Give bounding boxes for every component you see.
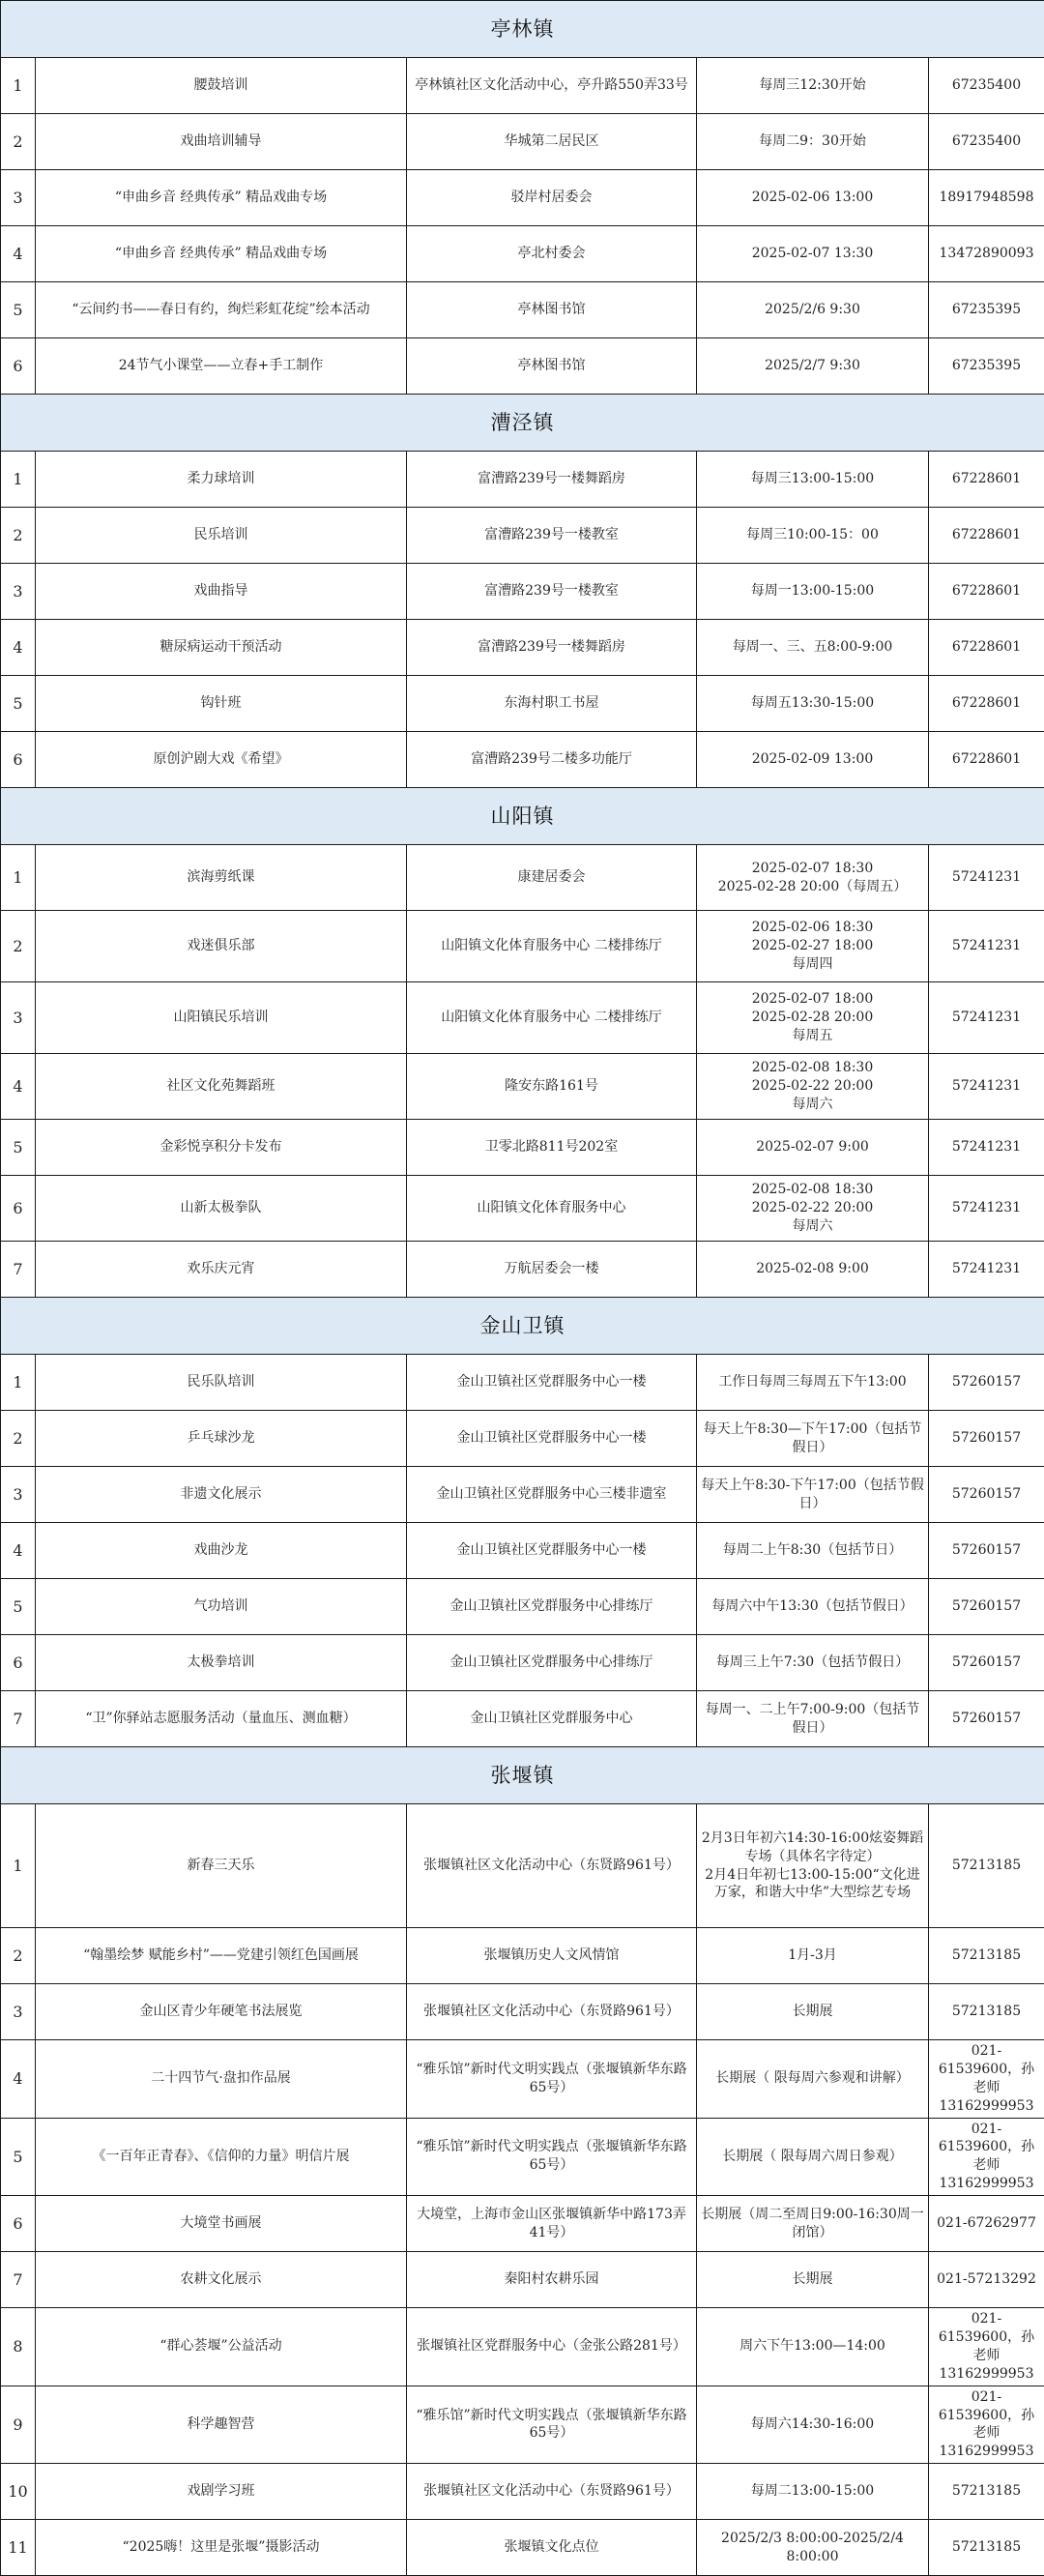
table-row: [1, 2252, 1044, 2308]
contact-phone: 18917948598: [929, 170, 1044, 226]
activity-venue: 康建居委会: [407, 845, 697, 911]
table-row: [1, 1467, 1044, 1523]
activity-title: 山新太极拳队: [36, 1176, 407, 1242]
table-row: [1, 1411, 1044, 1467]
activity-venue: 秦阳村农耕乐园: [407, 2252, 697, 2308]
row-number: 1: [1, 845, 36, 911]
table-row: [1, 226, 1044, 282]
row-number: 7: [1, 2252, 36, 2308]
activity-venue: 富漕路239号一楼教室: [407, 508, 697, 564]
activity-venue: 金山卫镇社区党群服务中心一楼: [407, 1411, 697, 1467]
table-row: [1, 2386, 1044, 2464]
table-row: [1, 1054, 1044, 1120]
activity-title: 原创沪剧大戏《希望》: [36, 732, 407, 788]
activity-time: 每天上午8:30-下午17:00（包括节假日）: [697, 1467, 929, 1523]
activity-title: “2025嗨！这里是张堰”摄影活动: [36, 2520, 407, 2576]
activity-title: 24节气小课堂——立春+手工制作: [36, 338, 407, 395]
row-number: 4: [1, 226, 36, 282]
table-row: [1, 508, 1044, 564]
table-row: [1, 1120, 1044, 1176]
section-header-row: [1, 788, 1044, 845]
activity-venue: 山阳镇文化体育服务中心 二楼排练厅: [407, 982, 697, 1054]
row-number: 2: [1, 1411, 36, 1467]
activity-venue: 金山卫镇社区党群服务中心排练厅: [407, 1635, 697, 1691]
activity-title: 农耕文化展示: [36, 2252, 407, 2308]
contact-phone: 57260157: [929, 1411, 1044, 1467]
activity-title: 钩针班: [36, 676, 407, 732]
activity-venue: 亭林图书馆: [407, 338, 697, 395]
table-row: [1, 1579, 1044, 1635]
activity-time: 长期展（ 限每周六周日参观）: [697, 2118, 929, 2196]
row-number: 1: [1, 1355, 36, 1411]
row-number: 3: [1, 564, 36, 620]
activity-venue: 大境堂，上海市金山区张堰镇新华中路173弄41号）: [407, 2196, 697, 2252]
table-row: [1, 114, 1044, 170]
contact-phone: 57260157: [929, 1579, 1044, 1635]
activity-time: 每周一13:00-15:00: [697, 564, 929, 620]
contact-phone: 57241231: [929, 911, 1044, 982]
row-number: 6: [1, 338, 36, 395]
activity-time: 2025-02-07 18:30 2025-02-28 20:00（每周五）: [697, 845, 929, 911]
contact-phone: 57260157: [929, 1523, 1044, 1579]
contact-phone: 57213185: [929, 2520, 1044, 2576]
activity-venue: 华城第二居民区: [407, 114, 697, 170]
section-town-name: 山阳镇: [1, 788, 1044, 845]
row-number: 3: [1, 982, 36, 1054]
table-row: [1, 1242, 1044, 1298]
row-number: 1: [1, 58, 36, 114]
row-number: 8: [1, 2308, 36, 2386]
row-number: 7: [1, 1691, 36, 1747]
contact-phone: 67228601: [929, 676, 1044, 732]
activity-title: 欢乐庆元宵: [36, 1242, 407, 1298]
activity-venue: 张堰镇社区文化活动中心（东贤路961号）: [407, 1984, 697, 2040]
row-number: 4: [1, 2040, 36, 2119]
contact-phone: 57241231: [929, 982, 1044, 1054]
activity-venue: 隆安东路161号: [407, 1054, 697, 1120]
contact-phone: 021-61539600，孙老师 13162999953: [929, 2040, 1044, 2119]
activity-venue: 驳岸村居委会: [407, 170, 697, 226]
table-row: [1, 1176, 1044, 1242]
section-town-name: 亭林镇: [1, 1, 1044, 58]
contact-phone: 67228601: [929, 732, 1044, 788]
row-number: 5: [1, 1579, 36, 1635]
activity-time: 2025-02-07 13:30: [697, 226, 929, 282]
row-number: 4: [1, 1523, 36, 1579]
contact-phone: 57241231: [929, 1120, 1044, 1176]
activity-time: 2月3日年初六14:30-16:00炫姿舞蹈专场（具体名字待定） 2月4日年初七13:00-15:00“文化进万家，和谐大中华”大型综艺专场: [697, 1804, 929, 1928]
row-number: 2: [1, 114, 36, 170]
activity-venue: 张堰镇社区文化活动中心（东贤路961号）: [407, 2464, 697, 2520]
activity-time: 每周三12:30开始: [697, 58, 929, 114]
activity-venue: 富漕路239号二楼多功能厅: [407, 732, 697, 788]
activity-title: 大境堂书画展: [36, 2196, 407, 2252]
activity-title: “翰墨绘梦 赋能乡村”——党建引领红色国画展: [36, 1928, 407, 1984]
table-row: [1, 58, 1044, 114]
table-row: [1, 2196, 1044, 2252]
section-header-row: [1, 1, 1044, 58]
contact-phone: 57260157: [929, 1355, 1044, 1411]
activity-venue: 张堰镇文化点位: [407, 2520, 697, 2576]
activity-time: 2025-02-06 18:30 2025-02-27 18:00 每周四: [697, 911, 929, 982]
activity-time: 每周五13:30-15:00: [697, 676, 929, 732]
activity-venue: 金山卫镇社区党群服务中心三楼非遗室: [407, 1467, 697, 1523]
row-number: 4: [1, 620, 36, 676]
activity-venue: 万航居委会一楼: [407, 1242, 697, 1298]
row-number: 9: [1, 2386, 36, 2464]
activity-title: 新春三天乐: [36, 1804, 407, 1928]
table-row: [1, 2040, 1044, 2119]
section-header-row: [1, 1747, 1044, 1804]
activity-title: 科学趣智营: [36, 2386, 407, 2464]
table-row: [1, 564, 1044, 620]
contact-phone: 021-61539600，孙老师 13162999953: [929, 2308, 1044, 2386]
table-row: [1, 1523, 1044, 1579]
activity-title: “卫”你驿站志愿服务活动（量血压、测血糖）: [36, 1691, 407, 1747]
contact-phone: 021-57213292: [929, 2252, 1044, 2308]
activity-title: “申曲乡音 经典传承” 精品戏曲专场: [36, 170, 407, 226]
row-number: 3: [1, 1467, 36, 1523]
contact-phone: 57213185: [929, 1928, 1044, 1984]
activity-title: 社区文化苑舞蹈班: [36, 1054, 407, 1120]
contact-phone: 67228601: [929, 452, 1044, 508]
contact-phone: 13472890093: [929, 226, 1044, 282]
row-number: 5: [1, 676, 36, 732]
activity-time: 工作日每周三每周五下午13:00: [697, 1355, 929, 1411]
contact-phone: 67235400: [929, 114, 1044, 170]
contact-phone: 57260157: [929, 1691, 1044, 1747]
table-row: [1, 911, 1044, 982]
row-number: 7: [1, 1242, 36, 1298]
contact-phone: 57213185: [929, 1984, 1044, 2040]
activity-time: 每周六14:30-16:00: [697, 2386, 929, 2464]
activity-title: “申曲乡音 经典传承” 精品戏曲专场: [36, 226, 407, 282]
activity-title: 戏剧学习班: [36, 2464, 407, 2520]
activity-title: 民乐队培训: [36, 1355, 407, 1411]
table-row: [1, 1691, 1044, 1747]
table-row: [1, 170, 1044, 226]
row-number: 5: [1, 1120, 36, 1176]
activity-time: 2025-02-09 13:00: [697, 732, 929, 788]
activity-venue: 张堰镇社区文化活动中心（东贤路961号）: [407, 1804, 697, 1928]
section-header-row: [1, 395, 1044, 452]
row-number: 5: [1, 282, 36, 338]
row-number: 3: [1, 1984, 36, 2040]
activity-venue: 富漕路239号一楼舞蹈房: [407, 620, 697, 676]
activity-time: 1月-3月: [697, 1928, 929, 1984]
table-row: [1, 1635, 1044, 1691]
contact-phone: 021-61539600，孙老师 13162999953: [929, 2386, 1044, 2464]
contact-phone: 57213185: [929, 2464, 1044, 2520]
activity-venue: 富漕路239号一楼舞蹈房: [407, 452, 697, 508]
activity-venue: 亭北村委会: [407, 226, 697, 282]
table-row: [1, 2118, 1044, 2196]
activity-title: 滨海剪纸课: [36, 845, 407, 911]
section-town-name: 漕泾镇: [1, 395, 1044, 452]
activity-title: 金彩悦享积分卡发布: [36, 1120, 407, 1176]
activity-title: 戏迷俱乐部: [36, 911, 407, 982]
activity-venue: “雅乐馆”新时代文明实践点（张堰镇新华东路65号）: [407, 2386, 697, 2464]
activity-venue: “雅乐馆”新时代文明实践点（张堰镇新华东路65号）: [407, 2118, 697, 2196]
table-row: [1, 1984, 1044, 2040]
activity-title: 金山区青少年硬笔书法展览: [36, 1984, 407, 2040]
activity-title: 戏曲指导: [36, 564, 407, 620]
table-row: [1, 620, 1044, 676]
activity-title: “云间约书——春日有约，绚烂彩虹花绽”绘本活动: [36, 282, 407, 338]
table-row: [1, 452, 1044, 508]
activity-title: 糖尿病运动干预活动: [36, 620, 407, 676]
activity-time: 每周三13:00-15:00: [697, 452, 929, 508]
table-row: [1, 982, 1044, 1054]
row-number: 10: [1, 2464, 36, 2520]
row-number: 2: [1, 1928, 36, 1984]
activity-venue: 东海村职工书屋: [407, 676, 697, 732]
activity-time: 长期展（周二至周日9:00-16:30周一闭馆）: [697, 2196, 929, 2252]
activity-time: 2025-02-08 9:00: [697, 1242, 929, 1298]
activity-time: 每周二13:00-15:00: [697, 2464, 929, 2520]
row-number: 6: [1, 1176, 36, 1242]
table-row: [1, 338, 1044, 395]
activity-venue: “雅乐馆”新时代文明实践点（张堰镇新华东路65号）: [407, 2040, 697, 2119]
contact-phone: 67228601: [929, 564, 1044, 620]
table-row: [1, 282, 1044, 338]
contact-phone: 67235400: [929, 58, 1044, 114]
activity-title: 民乐培训: [36, 508, 407, 564]
contact-phone: 57241231: [929, 845, 1044, 911]
activity-time: 2025-02-08 18:30 2025-02-22 20:00 每周六: [697, 1054, 929, 1120]
activity-time: 每周二上午8:30（包括节日）: [697, 1523, 929, 1579]
row-number: 11: [1, 2520, 36, 2576]
row-number: 1: [1, 1804, 36, 1928]
activity-time: 2025-02-07 18:00 2025-02-28 20:00 每周五: [697, 982, 929, 1054]
row-number: 5: [1, 2118, 36, 2196]
activity-time: 长期展（ 限每周六参观和讲解）: [697, 2040, 929, 2119]
activity-time: 每周二9：30开始: [697, 114, 929, 170]
activity-venue: 张堰镇社区党群服务中心（金张公路281号）: [407, 2308, 697, 2386]
activity-venue: 金山卫镇社区党群服务中心一楼: [407, 1523, 697, 1579]
activity-venue: 金山卫镇社区党群服务中心: [407, 1691, 697, 1747]
table-row: [1, 732, 1044, 788]
activity-title: “群心荟堰”公益活动: [36, 2308, 407, 2386]
activity-time: 每周一、三、五8:00-9:00: [697, 620, 929, 676]
contact-phone: 021-61539600，孙老师 13162999953: [929, 2118, 1044, 2196]
activity-venue: 张堰镇历史人文风情馆: [407, 1928, 697, 1984]
activity-time: 每周三10:00-15：00: [697, 508, 929, 564]
contact-phone: 57260157: [929, 1467, 1044, 1523]
table-row: [1, 1804, 1044, 1928]
activity-venue: 亭林图书馆: [407, 282, 697, 338]
row-number: 2: [1, 508, 36, 564]
activity-title: 乒乓球沙龙: [36, 1411, 407, 1467]
activity-title: 山阳镇民乐培训: [36, 982, 407, 1054]
activity-title: 腰鼓培训: [36, 58, 407, 114]
table-row: [1, 1928, 1044, 1984]
table-row: [1, 2464, 1044, 2520]
activity-venue: 山阳镇文化体育服务中心: [407, 1176, 697, 1242]
activity-time: 2025/2/6 9:30: [697, 282, 929, 338]
contact-phone: 67235395: [929, 338, 1044, 395]
contact-phone: 67228601: [929, 508, 1044, 564]
activity-title: 戏曲沙龙: [36, 1523, 407, 1579]
activity-venue: 亭林镇社区文化活动中心，亭升路550弄33号: [407, 58, 697, 114]
section-town-name: 张堰镇: [1, 1747, 1044, 1804]
activity-venue: 卫零北路811号202室: [407, 1120, 697, 1176]
activity-title: 《一百年正青春》、《信仰的力量》明信片展: [36, 2118, 407, 2196]
row-number: 6: [1, 1635, 36, 1691]
row-number: 1: [1, 452, 36, 508]
table-row: [1, 1355, 1044, 1411]
activity-time: 2025-02-08 18:30 2025-02-22 20:00 每周六: [697, 1176, 929, 1242]
section-header-row: [1, 1298, 1044, 1355]
activity-title: 气功培训: [36, 1579, 407, 1635]
activity-time: 每周三上午7:30（包括节假日）: [697, 1635, 929, 1691]
row-number: 3: [1, 170, 36, 226]
activity-time: 2025-02-06 13:00: [697, 170, 929, 226]
contact-phone: 021-67262977: [929, 2196, 1044, 2252]
activity-time: 每天上午8:30—下午17:00（包括节假日）: [697, 1411, 929, 1467]
activity-venue: 金山卫镇社区党群服务中心一楼: [407, 1355, 697, 1411]
activity-venue: 山阳镇文化体育服务中心 二楼排练厅: [407, 911, 697, 982]
activity-title: 戏曲培训辅导: [36, 114, 407, 170]
activity-time: 长期展: [697, 2252, 929, 2308]
activity-time: 周六下午13:00—14:00: [697, 2308, 929, 2386]
row-number: 6: [1, 2196, 36, 2252]
activity-title: 二十四节气·盘扣作品展: [36, 2040, 407, 2119]
row-number: 2: [1, 911, 36, 982]
table-row: [1, 2308, 1044, 2386]
activity-title: 太极拳培训: [36, 1635, 407, 1691]
activity-time: 2025/2/3 8:00:00-2025/2/4 8:00:00: [697, 2520, 929, 2576]
activity-time: 每周一、二上午7:00-9:00（包括节假日）: [697, 1691, 929, 1747]
row-number: 4: [1, 1054, 36, 1120]
activity-venue: 金山卫镇社区党群服务中心排练厅: [407, 1579, 697, 1635]
schedule-table-body: [1, 1, 1044, 2576]
contact-phone: 57241231: [929, 1242, 1044, 1298]
contact-phone: 57260157: [929, 1635, 1044, 1691]
activity-time: 长期展: [697, 1984, 929, 2040]
activity-time: 每周六中午13:30（包括节假日）: [697, 1579, 929, 1635]
section-town-name: 金山卫镇: [1, 1298, 1044, 1355]
row-number: 6: [1, 732, 36, 788]
activity-time: 2025-02-07 9:00: [697, 1120, 929, 1176]
contact-phone: 57241231: [929, 1176, 1044, 1242]
contact-phone: 67228601: [929, 620, 1044, 676]
table-row: [1, 2520, 1044, 2576]
contact-phone: 57213185: [929, 1804, 1044, 1928]
activity-venue: 富漕路239号一楼教室: [407, 564, 697, 620]
activity-title: 柔力球培训: [36, 452, 407, 508]
activity-time: 2025/2/7 9:30: [697, 338, 929, 395]
contact-phone: 57241231: [929, 1054, 1044, 1120]
table-row: [1, 845, 1044, 911]
contact-phone: 67235395: [929, 282, 1044, 338]
activity-title: 非遗文化展示: [36, 1467, 407, 1523]
table-row: [1, 676, 1044, 732]
